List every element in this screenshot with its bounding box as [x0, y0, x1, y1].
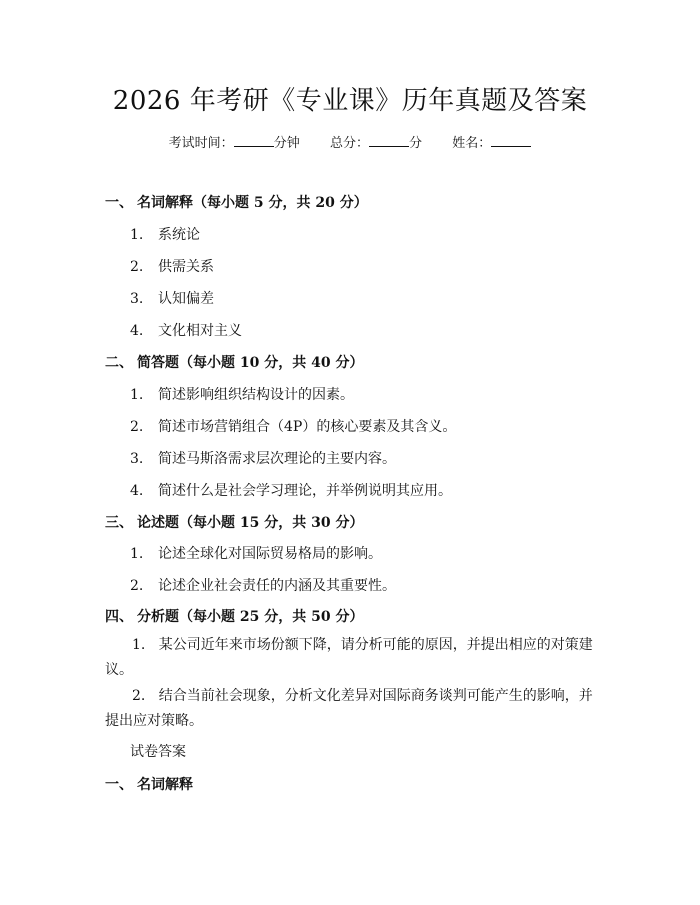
question-item [130, 543, 382, 563]
section-number: 二、 [105, 355, 133, 371]
question-index: 4. [130, 323, 144, 339]
answer-heading: 试卷答案 [130, 744, 186, 760]
question-index: 1. [132, 637, 146, 653]
question-text: 系统论 [158, 227, 200, 243]
score-blank [369, 136, 409, 147]
score-unit: 分 [409, 136, 423, 151]
question-index: 2. [130, 578, 144, 594]
question-index: 3. [130, 291, 144, 307]
question-text: 简述马斯洛需求层次理论的主要内容。 [158, 451, 396, 467]
question-item [130, 288, 214, 308]
question-text: 简述市场营销组合（4P）的核心要素及其含义。 [158, 419, 457, 435]
question-item [130, 224, 200, 244]
answer-section-heading [105, 774, 193, 794]
section-heading [105, 192, 368, 212]
question-text: 某公司近年来市场份额下降，请分析可能的原因，并提出相应的对策建议。 [105, 637, 593, 678]
question-text: 简述影响组织结构设计的因素。 [158, 387, 354, 403]
question-index: 2. [130, 259, 144, 275]
exam-meta-line [0, 132, 700, 151]
question-index: 1. [130, 546, 144, 562]
time-unit: 分钟 [273, 136, 300, 151]
name-blank [491, 136, 531, 147]
question-text: 简述什么是社会学习理论，并举例说明其应用。 [158, 483, 452, 499]
question-item [130, 416, 456, 436]
section-title: 名词解释（每小题 5 分，共 20 分） [137, 195, 368, 211]
section-heading [105, 512, 363, 532]
section-title: 简答题（每小题 10 分，共 40 分） [137, 355, 364, 371]
question-index: 2. [130, 419, 144, 435]
question-item [130, 575, 396, 595]
section-title: 名词解释 [137, 777, 193, 793]
document-title: 2026 年考研《专业课》历年真题及答案 [112, 86, 588, 116]
question-index: 1. [130, 387, 144, 403]
question-index: 4. [130, 483, 144, 499]
question-text: 供需关系 [158, 259, 214, 275]
time-label: 考试时间： [168, 136, 234, 151]
section-heading [105, 352, 363, 372]
question-text: 认知偏差 [158, 291, 214, 307]
question-paragraph [105, 684, 605, 734]
question-paragraph [105, 633, 605, 683]
section-title: 论述题（每小题 15 分，共 30 分） [137, 515, 364, 531]
question-index: 2. [132, 688, 146, 704]
question-index: 1. [130, 227, 144, 243]
section-number: 一、 [105, 195, 133, 211]
question-text: 论述企业社会责任的内涵及其重要性。 [158, 578, 396, 594]
question-item [130, 256, 214, 276]
question-text: 文化相对主义 [158, 323, 242, 339]
question-item [130, 480, 452, 500]
time-blank [234, 136, 274, 147]
question-item [130, 384, 354, 404]
section-heading [105, 606, 363, 626]
section-number: 三、 [105, 515, 133, 531]
section-number: 四、 [105, 609, 133, 625]
question-text: 论述全球化对国际贸易格局的影响。 [158, 546, 382, 562]
section-number: 一、 [105, 777, 133, 793]
name-label: 姓名： [452, 136, 492, 151]
question-index: 3. [130, 451, 144, 467]
question-text: 结合当前社会现象，分析文化差异对国际商务谈判可能产生的影响，并提出应对策略。 [105, 688, 593, 729]
score-label: 总分： [329, 136, 369, 151]
question-item [130, 448, 396, 468]
section-title: 分析题（每小题 25 分，共 50 分） [137, 609, 364, 625]
question-item [130, 320, 242, 340]
